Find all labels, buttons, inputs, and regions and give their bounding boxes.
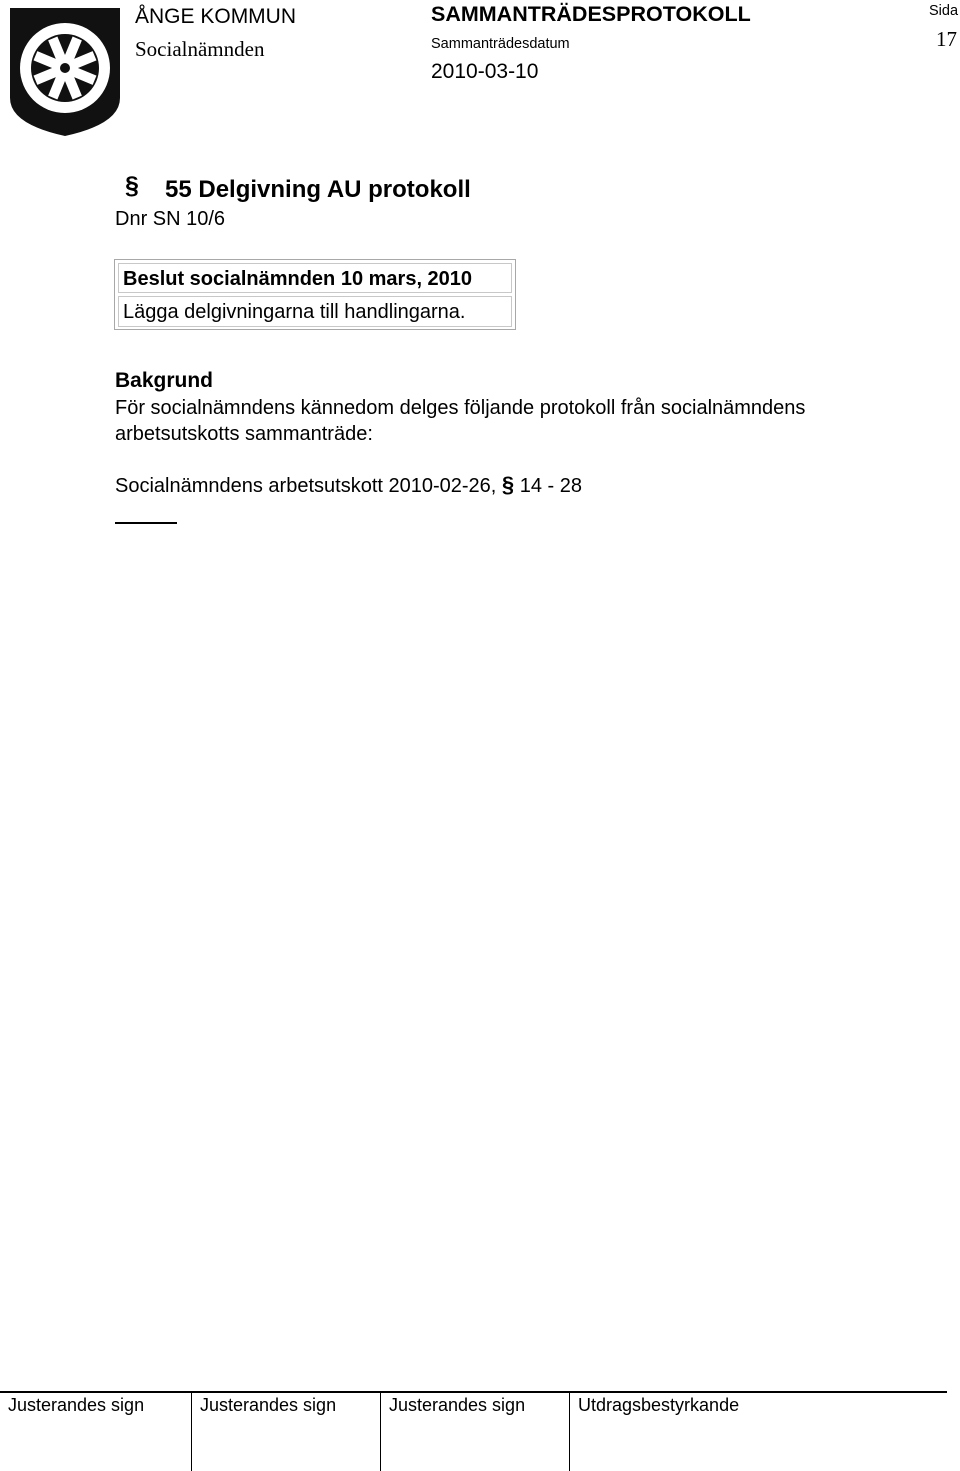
section-end-rule: [115, 522, 177, 524]
meeting-date-label: Sammanträdesdatum: [431, 36, 570, 52]
reference-range: 14 - 28: [519, 475, 582, 497]
decision-text: Lägga delgivningarna till handlingarna.: [118, 296, 512, 327]
case-number: Dnr SN 10/6: [115, 208, 226, 230]
signature-cell-2: Justerandes sign: [191, 1393, 380, 1471]
page-number: 17: [936, 27, 957, 51]
background-heading: Bakgrund: [115, 369, 214, 392]
certification-cell: Utdragsbestyrkande: [569, 1393, 947, 1471]
decision-box: [114, 259, 516, 330]
meeting-date: 2010-03-10: [431, 60, 539, 83]
reference-prefix: Socialnämndens arbetsutskott 2010-02-26,: [115, 475, 497, 497]
document-type: SAMMANTRÄDESPROTOKOLL: [431, 2, 751, 26]
signature-cell-1: Justerandes sign: [8, 1395, 145, 1415]
section-symbol: §: [125, 172, 139, 200]
reference-symbol: §: [501, 472, 515, 497]
signature-footer: [0, 1391, 947, 1471]
section-title: 55 Delgivning AU protokoll: [165, 176, 471, 203]
coat-of-arms-wheel-icon: [8, 6, 122, 138]
department-name: Socialnämnden: [135, 37, 265, 61]
protocol-reference: [115, 472, 582, 498]
background-text: För socialnämndens kännedom delges följande protokoll från socialnämndens arbetsutskotts sammanträde:: [115, 397, 806, 445]
page-label: Sida: [929, 3, 959, 19]
decision-title: Beslut socialnämnden 10 mars, 2010: [118, 263, 512, 293]
organization-name: ÅNGE KOMMUN: [135, 5, 297, 28]
signature-cell-3: Justerandes sign: [380, 1393, 569, 1471]
